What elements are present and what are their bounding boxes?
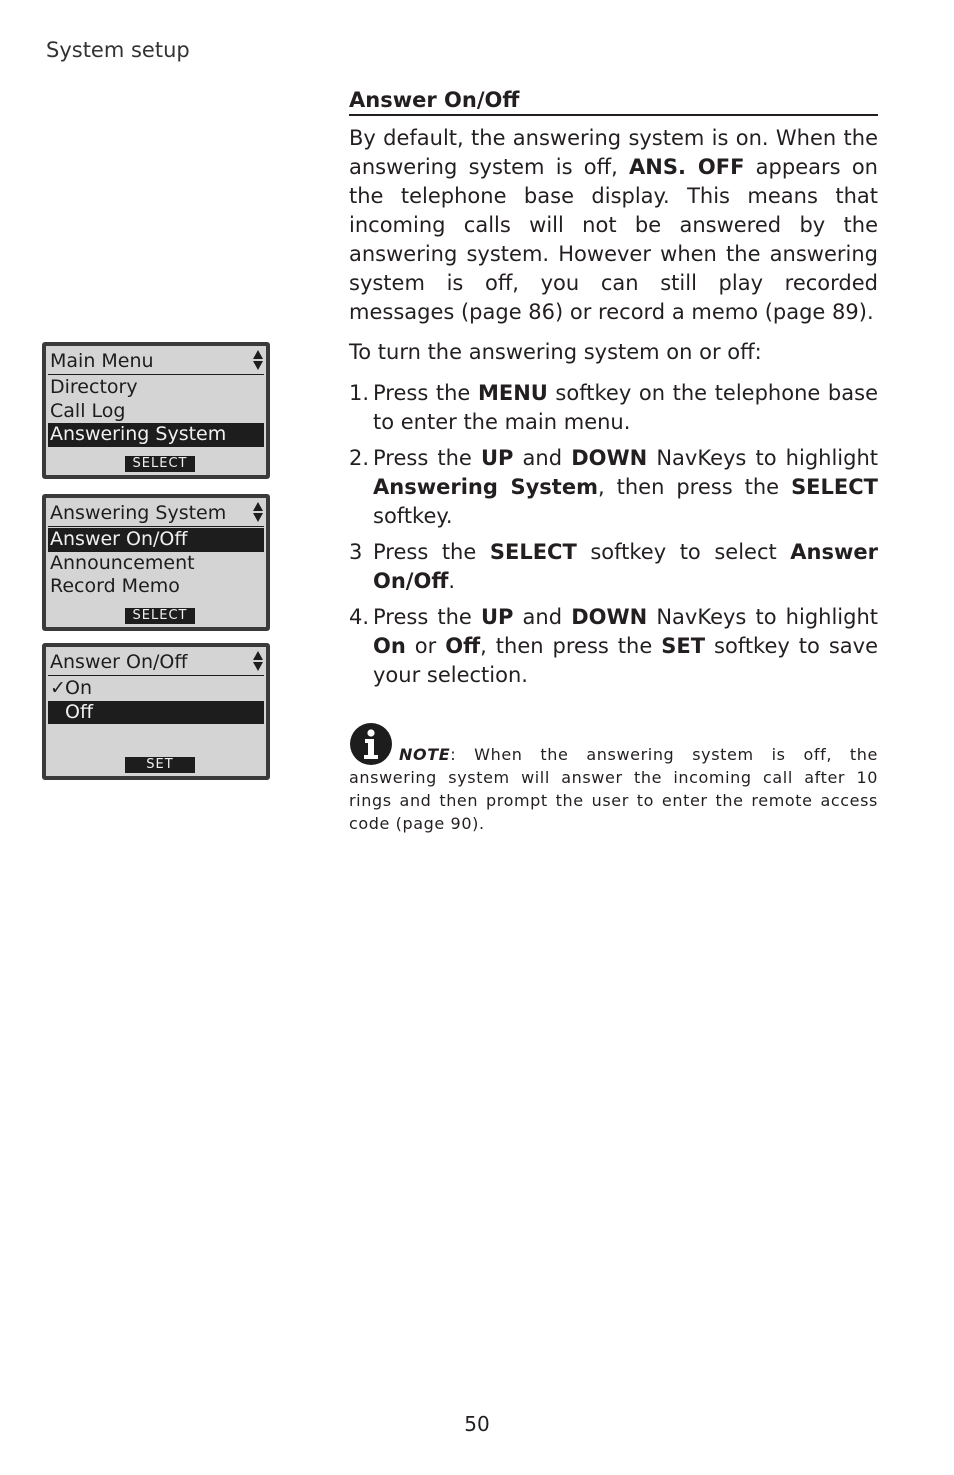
lcd-title: Answering System — [48, 500, 264, 527]
page-number: 50 — [464, 1412, 490, 1436]
bold-term: DOWN — [571, 605, 648, 629]
text-run: Press the — [373, 540, 490, 564]
scroll-arrows-icon — [252, 501, 264, 523]
lcd-softkey-label: SELECT — [125, 456, 195, 472]
step-item — [349, 603, 878, 690]
lcd-softkey-label: SET — [125, 757, 195, 773]
checkmark-icon: ✓ — [50, 677, 66, 699]
step-number: 4. — [349, 605, 370, 629]
text-run: , then press the — [480, 634, 662, 658]
lcd-row-label: On — [65, 677, 92, 699]
bold-term: UP — [480, 446, 514, 470]
text-run: and — [513, 605, 572, 629]
lcd-row-highlighted — [48, 528, 264, 552]
step-number: 3 — [349, 540, 363, 564]
lcd-row — [48, 400, 264, 424]
lcd-row — [48, 376, 264, 400]
text-run: softkey to select — [576, 540, 791, 564]
lcd-row-label: Answer On/Off — [50, 528, 188, 550]
intro-paragraph — [349, 124, 878, 327]
scroll-arrows-icon — [252, 650, 264, 672]
note-block — [349, 722, 878, 835]
section-heading: Answer On/Off — [349, 88, 878, 116]
text-run: By default, the answering system is on. When the answering system is off, — [349, 126, 878, 179]
text-run: softkey to save your selection. — [373, 634, 878, 687]
lcd-softkey-label: SELECT — [125, 608, 195, 624]
scroll-arrows-icon — [252, 349, 264, 371]
bold-term: SET — [661, 634, 706, 658]
bold-term: SELECT — [489, 540, 577, 564]
text-run: Press the — [373, 446, 481, 470]
text-run: Press the — [373, 381, 478, 405]
lcd-row — [48, 552, 264, 576]
lcd-row-label: Off — [65, 700, 94, 723]
text-run: and — [513, 446, 572, 470]
lcd-row-highlighted — [48, 423, 264, 447]
bold-term: ANS. OFF — [629, 155, 745, 179]
text-run: , then press the — [597, 475, 792, 499]
text-run: appears on the telephone base display. This means that incoming calls will not be answered by the answering system. However when the answering system is off, you can still play recorded messages (page 86) or record a memo (page 89). — [349, 155, 878, 324]
text-run: or — [405, 634, 446, 658]
bold-term: Answering System — [373, 475, 598, 499]
text-run: Press the — [373, 605, 481, 629]
procedure-heading: To turn the answering system on or off: — [349, 340, 762, 364]
section-label: System setup — [46, 38, 190, 62]
text-run: NavKeys to highlight — [647, 446, 879, 470]
bold-term: On — [373, 634, 406, 658]
lcd-row-label: Answering System — [50, 423, 227, 445]
lcd-screen-main-menu — [42, 342, 270, 479]
note-text: : When the answering system is off, the answering system will answer the incoming call after 10 rings and then prompt the user to enter the remote access code (page 90). — [349, 745, 878, 833]
step-item — [349, 538, 878, 596]
lcd-row-label: Call Log — [50, 399, 126, 422]
bold-term: MENU — [477, 381, 548, 405]
step-item — [349, 379, 878, 437]
lcd-row-label: Record Memo — [50, 575, 180, 597]
bold-term: Off — [445, 634, 481, 658]
steps-list — [349, 379, 878, 697]
info-icon — [349, 722, 393, 766]
text-run: . — [448, 569, 456, 593]
lcd-row-label: Announcement — [50, 551, 195, 574]
bold-term: UP — [480, 605, 514, 629]
note-label: NOTE — [399, 745, 451, 764]
text-run: softkey on the telephone base to enter the main menu. — [373, 381, 878, 434]
lcd-row-label: Directory — [50, 376, 138, 398]
lcd-screen-answering-system — [42, 494, 270, 631]
bold-term: Answer On/Off — [373, 540, 878, 593]
lcd-title: Answer On/Off — [48, 649, 264, 676]
lcd-row — [48, 677, 264, 701]
text-run: NavKeys to highlight — [647, 605, 879, 629]
step-number: 1. — [349, 381, 370, 405]
bold-term: SELECT — [791, 475, 878, 499]
text-run: softkey. — [373, 504, 453, 528]
lcd-screen-answer-on-off — [42, 643, 270, 780]
bold-term: DOWN — [571, 446, 648, 470]
step-number: 2. — [349, 446, 370, 470]
step-item — [349, 444, 878, 531]
lcd-row — [48, 575, 264, 599]
lcd-row-highlighted — [48, 701, 264, 725]
lcd-title: Main Menu — [48, 348, 264, 375]
